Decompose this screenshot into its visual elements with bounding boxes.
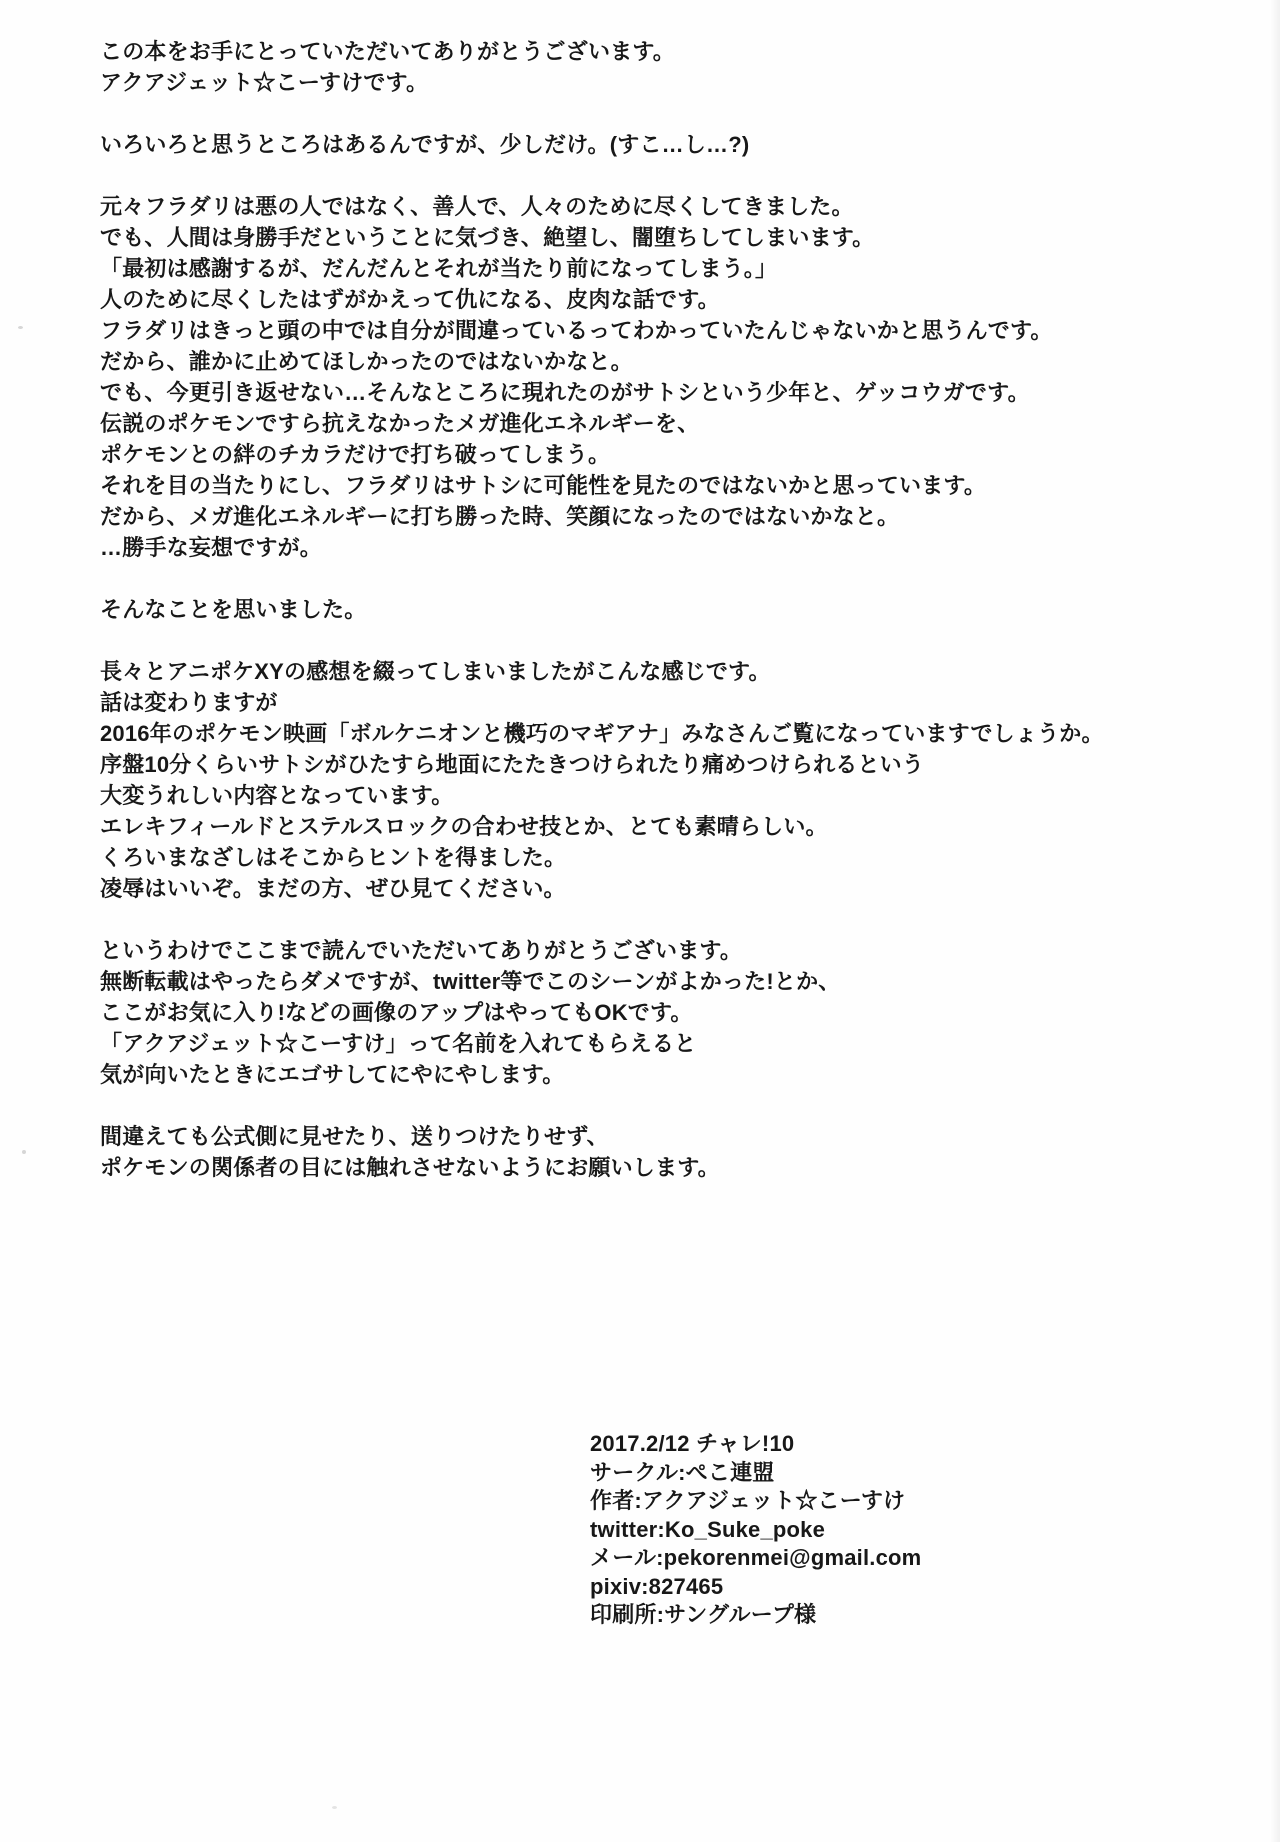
text-line: 無断転載はやったらダメですが、twitter等でこのシーンがよかった!とか、 — [100, 969, 841, 994]
text-line: それを目の当たりにし、フラダリはサトシに可能性を見たのではないかと思っています。 — [100, 473, 987, 498]
text-line: エレキフィールドとステルスロックの合わせ技とか、とても素晴らしい。 — [100, 814, 828, 839]
text-line: いろいろと思うところはあるんですが、少しだけ。(すこ…し…?) — [100, 132, 750, 157]
text-line: 2017.2/12 チャレ!10 — [590, 1431, 795, 1456]
text-line: 「アクアジェット☆こーすけ」って名前を入れてもらえると — [100, 1031, 697, 1056]
text-line: 人のために尽くしたはずがかえって仇になる、皮肉な話です。 — [100, 287, 720, 312]
text-line: 元々フラダリは悪の人ではなく、善人で、人々のために尽くしてきました。 — [100, 194, 854, 219]
text-line: アクアジェット☆こーすけです。 — [100, 70, 429, 95]
text-line: 印刷所:サングループ様 — [590, 1602, 817, 1627]
text-line: フラダリはきっと頭の中では自分が間違っているってわかっていたんじゃないかと思うんです。 — [100, 318, 1053, 343]
text-line: だから、メガ進化エネルギーに打ち勝った時、笑顔になったのではないかなと。 — [100, 504, 900, 529]
text-line: この本をお手にとっていただいてありがとうございます。 — [100, 39, 676, 64]
text-line: でも、人間は身勝手だということに気づき、絶望し、闇堕ちしてしまいます。 — [100, 225, 875, 250]
text-line: 長々とアニポケXYの感想を綴ってしまいましたがこんな感じです。 — [100, 659, 771, 684]
text-line: 伝説のポケモンですら抗えなかったメガ進化エネルギーを、 — [100, 411, 700, 436]
colophon — [590, 1430, 921, 1630]
text-line: twitter:Ko_Suke_poke — [590, 1516, 826, 1542]
text-line: サークル:ぺこ連盟 — [590, 1459, 775, 1485]
text-line: そんなことを思いました。 — [100, 597, 367, 622]
text-line: ここがお気に入り!などの画像のアップはやってもOKです。 — [100, 1000, 693, 1025]
scan-artifact — [22, 1150, 26, 1154]
text-line: 作者:アクアジェット☆こーすけ — [590, 1488, 906, 1513]
text-line: 大変うれしい内容となっています。 — [100, 783, 454, 808]
text-line: だから、誰かに止めてほしかったのではないかなと。 — [100, 349, 633, 374]
text-line: メール:pekorenmei@gmail.com — [590, 1545, 922, 1570]
text-line: 2016年のポケモン映画「ボルケニオンと機巧のマギアナ」みなさんご覧になっていますでしょうか。 — [100, 721, 1104, 746]
scan-edge-shadow — [1270, 0, 1280, 1842]
scan-artifact — [332, 1806, 337, 1809]
text-line: でも、今更引き返せない…そんなところに現れたのがサトシという少年と、ゲッコウガです。 — [100, 380, 1030, 405]
text-line: ポケモンとの絆のチカラだけで打ち破ってしまう。 — [100, 442, 611, 467]
text-line: 序盤10分くらいサトシがひたすら地面にたたきつけられたり痛めつけられるという — [100, 752, 925, 777]
afterword-body — [100, 36, 1200, 1183]
text-line: くろいまなざしはそこからヒントを得ました。 — [100, 845, 567, 870]
text-line: 話は変わりますが — [100, 690, 278, 715]
text-line: というわけでここまで読んでいただいてありがとうございます。 — [100, 938, 743, 963]
scan-artifact — [18, 326, 23, 329]
text-line: pixiv:827465 — [590, 1573, 724, 1599]
text-line: 「最初は感謝するが、だんだんとそれが当たり前になってしまう。」 — [100, 256, 778, 281]
scan-artifact — [270, 1062, 273, 1065]
text-line: …勝手な妄想ですが。 — [100, 535, 323, 560]
text-line: 気が向いたときにエゴサしてにやにやします。 — [100, 1062, 565, 1087]
text-line: ポケモンの関係者の目には触れさせないようにお願いします。 — [100, 1155, 720, 1180]
text-line: 凌辱はいいぞ。まだの方、ぜひ見てください。 — [100, 876, 566, 901]
text-line: 間違えても公式側に見せたり、送りつけたりせず、 — [100, 1124, 609, 1149]
